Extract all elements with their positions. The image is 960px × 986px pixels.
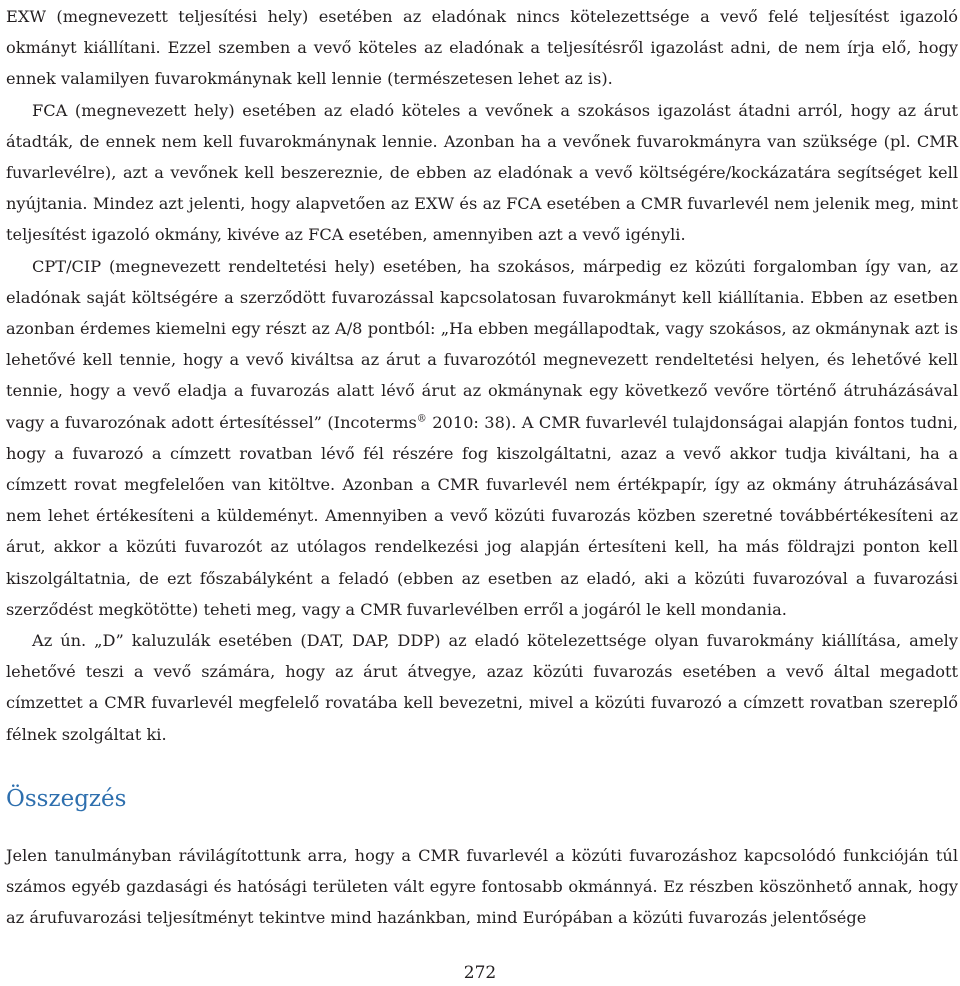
paragraph-summary: Jelen tanulmányban rávilágítottunk arra, hogy a CMR fuvarlevél a közúti fuvarozáshoz kapcsolódó funkcióján túl számos egyéb gazdasági és hatósági területen vált egyre fontosabb okmánnyá. Ez részben köszönhető annak, hogy az árufuvarozási teljesítményt tekintve mind hazánkban, mind Európában a közúti fuvarozás jelentősége [6,845,958,928]
paragraph-exw: EXW (megnevezett teljesítési hely) esetében az eladónak nincs kötelezettsége a vevő felé teljesítést igazoló okmányt kiállítani. Ezzel szemben a vevő köteles az eladónak a teljesítésről igazolást adni, de nem írja elő, hogy ennek valamilyen fuvarokmánynak kell lennie (természetesen lehet az is). [6,7,958,89]
paragraph-fca: FCA (megnevezett hely) esetében az eladó köteles a vevőnek a szokásos igazolást átadni arról, hogy az árut átadták, de ennek nem kell fuvarokmánynak lennie. Azonban ha a vevőnek fuvarokmányra van szüksége (pl. CMR fuvarlevélre), azt a vevőnek kell beszereznie, de ebben az eladónak a vevő költségére/kockázatára segítséget kell nyújtania. Mindez azt jelenti, hogy alapvetően az EXW és az FCA esetében a CMR fuvarlevél nem jelenik meg, mint teljesítést igazoló okmány, kivéve az FCA esetében, amennyiben azt a vevő igényli. [6,100,958,245]
registered-trademark-mark: ® [416,413,427,425]
paragraph-cpt-cip-part1: CPT/CIP (megnevezett rendeltetési hely) esetében, ha szokásos, márpedig ez közúti forgalomban így van, az eladónak saját költségére a szerződött fuvarozással kapcsolatosan fuvarokmányt kell kiállítania. Ebben az esetben azonban érdemes kiemelni egy részt az A/8 pontból: „Ha ebben megállapodtak, vagy szokásos, az okmánynak azt is lehetővé kell tennie, hogy a vevő kiváltsa az árut a fuvarozótól megnevezett rendeltetési helyen, és lehetővé kell tennie, hogy a vevő eladja a fuvarozás alatt lévő árut az okmánynak egy következő vevőre történő átruházásával vagy a fuvarozónak adott értesítéssel” (Incoterms [6,256,958,432]
paragraph-cpt-cip [6,251,958,625]
section-heading-summary: Összegzés [6,785,127,812]
page-number: 272 [463,963,497,983]
document-page [6,0,958,933]
paragraph-cpt-cip-part2: 2010: 38). A CMR fuvarlevél tulajdonságai alapján fontos tudni, hogy a fuvarozó a címzett rovatban lévő fél részére fog kiszolgáltatni, azaz a vevő akkor tudja kiváltani, ha a címzett rovat megfelelően van kitöltve. Azonban a CMR fuvarlevél nem értékpapír, így az okmány átruházásával nem lehet értékesíteni a küldeményt. Amennyiben a vevő közúti fuvarozás közben szeretné továbbértékesíteni az árut, akkor a közúti fuvarozót az utólagos rendelkezési jog alapján értesíteni kell, ha más földrajzi ponton kell kiszolgáltatnia, de ezt főszabályként a feladó (ebben az esetben az eladó, aki a közúti fuvarozóval a fuvarozási szerződést megkötötte) teheti meg, vagy a CMR fuvarlevélben erről a jogáról le kell mondania. [6,412,959,619]
paragraph-d-clauses: Az ún. „D” kaluzulák esetében (DAT, DAP, DDP) az eladó kötelezettsége olyan fuvarokmány kiállítása, amely lehetővé teszi a vevő számára, hogy az árut átvegye, azaz közúti fuvarozás esetében a vevő által megadott címzettet a CMR fuvarlevél megfelelő rovatába kell bevezetni, mivel a közúti fuvarozó a címzett rovatban szereplő félnek szolgáltat ki. [6,631,958,744]
